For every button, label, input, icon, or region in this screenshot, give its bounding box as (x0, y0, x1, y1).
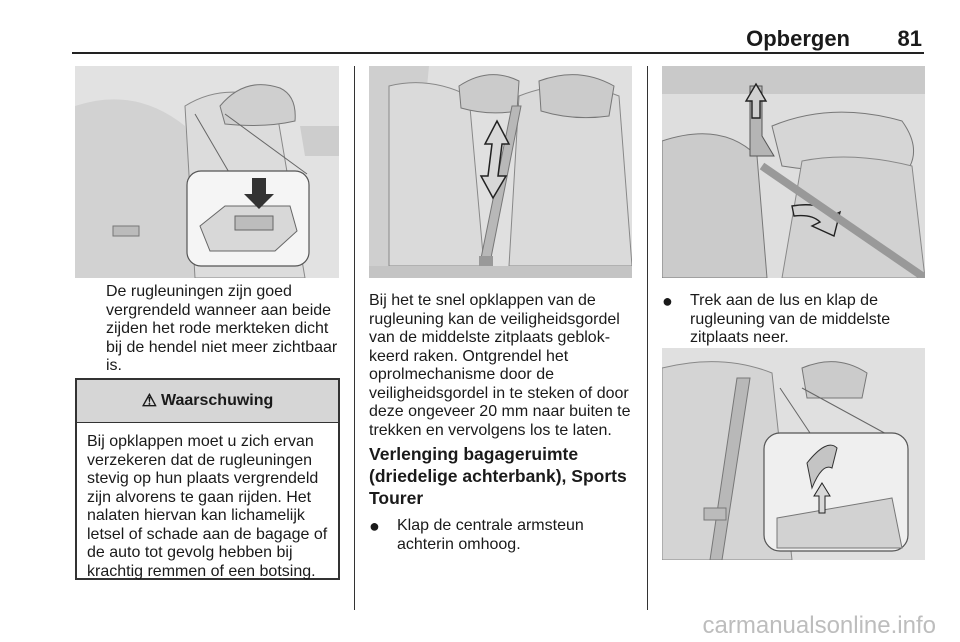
bullet-armrest-text: Klap de centrale armsteun achterin omhoog. (397, 517, 584, 553)
watermark: carmanualsonline.info (702, 612, 936, 639)
header-rule (72, 52, 924, 54)
armrest-lever-illustration (662, 348, 925, 560)
column-divider-2 (647, 66, 648, 610)
belt-unlock-paragraph: Bij het te snel opklappen van de rugleuning kan de veiligheidsgordel van de middelste zitplaats geblokkeerd raken. Ontgrendel het oprolmechanisme door de veiligheidsgordel in te steken of door deze ongeveer 20 mm naar buiten te trekken en vervolgens los te laten. (369, 292, 631, 439)
warning-triangle-icon: ⚠ (141, 391, 157, 410)
bullet-icon: ● (662, 291, 673, 311)
page-title: Opbergen (746, 26, 850, 51)
bullet-icon: ● (369, 516, 380, 536)
page-number: 81 (897, 26, 922, 51)
seat-lock-caption: De rugleuningen zijn goed vergrendeld wanneer aan beide zijden het rode merkteken dicht bij de hendel niet meer zichtbaar is. (106, 283, 338, 374)
warning-title: Waarschuwing (160, 392, 274, 409)
bullet-fold-seat-text: Trek aan de lus en klap de rugleuning van de middelste zitplaats neer. (690, 292, 891, 346)
headrest-loop-illustration (662, 66, 925, 278)
warning-header (77, 380, 338, 423)
seat-belt-illustration (369, 66, 632, 278)
warning-box (75, 378, 340, 580)
seat-lock-illustration (75, 66, 339, 278)
bullet-armrest (369, 517, 635, 554)
column-divider-1 (354, 66, 355, 610)
section-heading: Verlenging bagageruimte (driedelige achterbank), Sports Tourer (369, 444, 627, 508)
bullet-fold-seat (662, 292, 924, 348)
warning-text: Bij opklappen moet u zich ervan verzekeren dat de rugleuningen stevig op hun plaats vergrendeld zijn alvorens te gaan rijden. Het nalaten hiervan kan lichamelijk letsel of schade aan de bagage of de auto tot gevolg hebben bij krachtig remmen of een botsing. (87, 433, 328, 580)
